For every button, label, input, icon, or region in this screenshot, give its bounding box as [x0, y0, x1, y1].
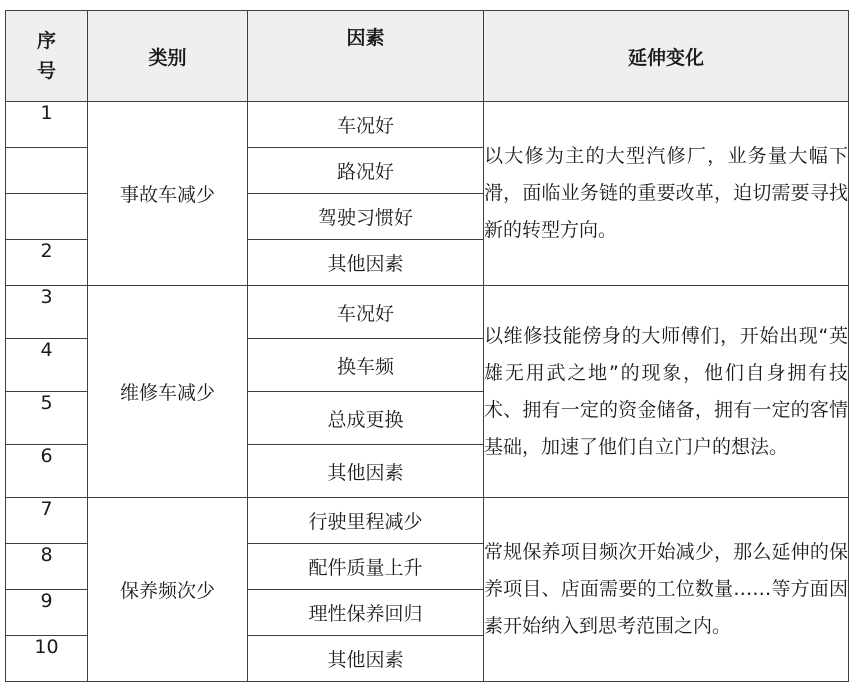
header-extension: 延伸变化 [484, 11, 849, 102]
extension-cell: 以维修技能傍身的大师傅们，开始出现“英雄无用武之地”的现象，他们自身拥有技术、拥有一定的资金储备，拥有一定的客情基础，加速了他们自立门户的想法。 [484, 286, 849, 498]
category-cell: 保养频次少 [88, 498, 248, 682]
header-category: 类别 [88, 11, 248, 102]
factor-cell: 其他因素 [248, 636, 484, 682]
extension-cell: 常规保养项目频次开始减少，那么延伸的保养项目、店面需要的工位数量……等方面因素开始纳入到思考范围之内。 [484, 498, 849, 682]
factor-cell: 其他因素 [248, 445, 484, 498]
category-cell: 事故车减少 [88, 102, 248, 286]
factor-cell: 换车频 [248, 339, 484, 392]
category-cell: 维修车减少 [88, 286, 248, 498]
factor-cell: 驾驶习惯好 [248, 194, 484, 240]
factor-cell: 路况好 [248, 148, 484, 194]
row-number: 2 [6, 240, 88, 286]
table-row [6, 498, 849, 544]
header-factor: 因素 [248, 11, 484, 102]
factor-cell: 行驶里程减少 [248, 498, 484, 544]
row-number: 3 [6, 286, 88, 339]
extension-cell: 以大修为主的大型汽修厂，业务量大幅下滑，面临业务链的重要改革，迫切需要寻找新的转型方向。 [484, 102, 849, 286]
row-number: 1 [6, 102, 88, 148]
table-row [6, 286, 849, 339]
row-number: 6 [6, 445, 88, 498]
row-number: 4 [6, 339, 88, 392]
row-number: 5 [6, 392, 88, 445]
row-number [6, 194, 88, 240]
header-no: 序号 [6, 11, 88, 102]
row-number: 9 [6, 590, 88, 636]
row-number [6, 148, 88, 194]
factor-cell: 配件质量上升 [248, 544, 484, 590]
factor-table [5, 10, 849, 682]
factor-cell: 总成更换 [248, 392, 484, 445]
factor-cell: 其他因素 [248, 240, 484, 286]
table-header-row [6, 11, 849, 102]
table-row [6, 102, 849, 148]
row-number: 7 [6, 498, 88, 544]
row-number: 8 [6, 544, 88, 590]
row-number: 10 [6, 636, 88, 682]
factor-cell: 车况好 [248, 102, 484, 148]
factor-cell: 车况好 [248, 286, 484, 339]
factor-cell: 理性保养回归 [248, 590, 484, 636]
